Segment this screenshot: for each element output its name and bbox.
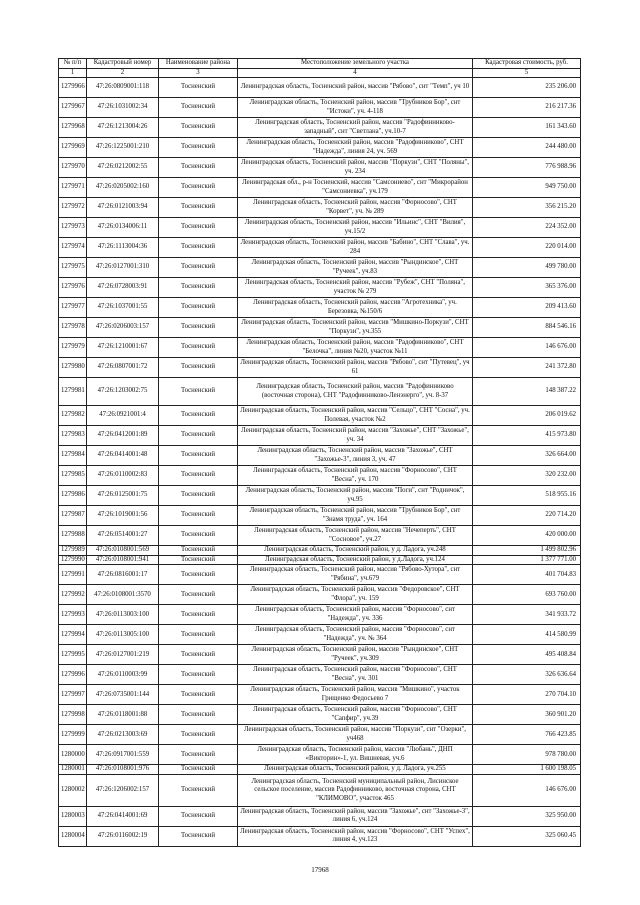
location-cell: Ленинградская область, Тосненский район, массив "Форносово", СНТ "Успех", линия 4, уч.123 <box>238 826 473 846</box>
cadastral-value-cell: 146 676.00 <box>473 338 581 358</box>
cadastral-number-cell: 47:26:0212002:55 <box>87 158 159 178</box>
table-row <box>59 765 581 775</box>
table-row <box>59 725 581 745</box>
district-cell: Тосненский <box>159 826 238 846</box>
table-row <box>59 526 581 546</box>
district-cell: Тосненский <box>159 358 238 378</box>
location-cell: Ленинградская область, Тосненский район, массив "Поркузи", снт "Озерки", уч468 <box>238 725 473 745</box>
row-number-cell: 1280004 <box>59 826 87 846</box>
location-cell: Ленинградская область, Тосненский район, массив "Рындинское", СНТ "Ручеек", уч.83 <box>238 258 473 278</box>
cadastral-value-cell: 414 580.99 <box>473 625 581 645</box>
location-cell: Ленинградская область, Тосненский район, массив "Радофинниково (восточная сторона), СНТ "Радофинниково-Ленэнерго", уч. 8-37 <box>238 378 473 406</box>
cadastral-value-cell: 518 955.16 <box>473 486 581 506</box>
location-cell: Ленинградская область, Тосненский район, массив "Рубеж", СНТ "Поляна", участок № 279 <box>238 278 473 298</box>
cadastral-value-cell: 341 933.72 <box>473 605 581 625</box>
cadastral-value-cell: 1 377 771.00 <box>473 555 581 565</box>
cadastral-value-cell: 244 480.00 <box>473 138 581 158</box>
location-cell: Ленинградская область, Тосненский район, массив "Рябово-Хутора", снт "Рябина", уч.679 <box>238 565 473 585</box>
location-cell: Ленинградская область, Тосненский район, массив "Радофинниково", СНТ "Белочка", линия №20, участок №11 <box>238 338 473 358</box>
table-row <box>59 565 581 585</box>
row-number-cell: 1279967 <box>59 98 87 118</box>
location-cell: Ленинградская область, Тосненский район, массив "Нечеперть", СНТ "Сосновое", уч.27 <box>238 526 473 546</box>
district-cell: Тосненский <box>159 218 238 238</box>
row-number-cell: 1279981 <box>59 378 87 406</box>
location-cell: Ленинградская область, Тосненский район, массив "Радофинниково-западный", снт "Светлана", уч.10-7 <box>238 118 473 138</box>
cadastral-value-cell: 326 636.64 <box>473 665 581 685</box>
cadastral-number-cell: 47:26:0113005:100 <box>87 625 159 645</box>
cadastral-number-cell: 47:26:0108001:569 <box>87 546 159 556</box>
cadastral-value-cell: 766 423.85 <box>473 725 581 745</box>
location-cell: Ленинградская область, Тосненский район, массив "Форносово", СНТ "Весна", уч. 301 <box>238 665 473 685</box>
location-cell: Ленинградская область, Тосненский район, массив "Форносово", СНТ "Весна", уч. 170 <box>238 466 473 486</box>
location-cell: Ленинградская область, Тосненский район, массив "Ильинс", СНТ "Вилия", уч.15/2 <box>238 218 473 238</box>
table-row <box>59 378 581 406</box>
row-number-cell: 1279984 <box>59 446 87 466</box>
row-number-cell: 1279988 <box>59 526 87 546</box>
table-row <box>59 178 581 198</box>
cadastral-number-cell: 47:26:0213003:69 <box>87 725 159 745</box>
table-body <box>59 78 581 847</box>
cadastral-value-cell: 420 000.00 <box>473 526 581 546</box>
row-number-cell: 1279974 <box>59 238 87 258</box>
location-cell: Ленинградская область, Тосненский муниципальный район, Лисинское сельское поселение, массив Радофинниково, восточная сторона, СНТ "КЛИМОВО", участок 465 <box>238 774 473 806</box>
cadastral-number-cell: 47:26:0807001:72 <box>87 358 159 378</box>
cadastral-number-cell: 47:26:0118001:88 <box>87 705 159 725</box>
cadastral-number-cell: 47:26:0121003:94 <box>87 198 159 218</box>
cadastral-value-cell: 1 600 198.05 <box>473 765 581 775</box>
table-row <box>59 406 581 426</box>
cadastral-number-cell: 47:26:1213004:26 <box>87 118 159 138</box>
cadastral-value-cell: 161 343.60 <box>473 118 581 138</box>
location-cell: Ленинградская обл., р-н Тосненский, массив "Самсониево", снт "Микрорайон "Самсониевка", уч.179 <box>238 178 473 198</box>
location-cell: Ленинградская область, Тосненский район, массив "Форносово", СНТ "Сапфир", уч.39 <box>238 705 473 725</box>
cadastral-value-cell: 884 546.16 <box>473 318 581 338</box>
location-cell: Ленинградская область, Тосненский район, массив "Форносово", снт "Надежда", уч. № 364 <box>238 625 473 645</box>
cadastral-number-cell: 47:26:1203002:75 <box>87 378 159 406</box>
table-row <box>59 665 581 685</box>
location-cell: Ленинградская область, Тосненский район, у д. Ладога, уч.248 <box>238 546 473 556</box>
cadastral-value-table <box>58 58 581 847</box>
district-cell: Тосненский <box>159 466 238 486</box>
page-number: 17968 <box>311 866 329 874</box>
cadastral-number-cell: 47:26:1031002:34 <box>87 98 159 118</box>
cadastral-number-cell: 47:26:0127001:310 <box>87 258 159 278</box>
location-cell: Ленинградская область, Тосненский район, массив "Рындинское", СНТ "Ручеек", уч.309 <box>238 645 473 665</box>
row-number-cell: 1279985 <box>59 466 87 486</box>
header-cadastral-value: Кадастровая стоимость, руб. <box>473 59 581 69</box>
table-row <box>59 685 581 705</box>
row-number-cell: 1279998 <box>59 705 87 725</box>
location-cell: Ленинградская область, Тосненский район, массив "Сельцо", СНТ "Сосна", уч. Полевая, участок №2 <box>238 406 473 426</box>
row-number-cell: 1279980 <box>59 358 87 378</box>
header-location: Местоположение земельного участка <box>238 59 473 69</box>
cadastral-number-cell: 47:26:0125001:75 <box>87 486 159 506</box>
district-cell: Тосненский <box>159 725 238 745</box>
row-number-cell: 1279969 <box>59 138 87 158</box>
district-cell: Тосненский <box>159 118 238 138</box>
row-number-cell: 1280001 <box>59 765 87 775</box>
header-row <box>59 59 581 69</box>
table-row <box>59 585 581 605</box>
cadastral-number-cell: 47:26:0205002:160 <box>87 178 159 198</box>
district-cell: Тосненский <box>159 605 238 625</box>
cadastral-value-cell: 360 901.20 <box>473 705 581 725</box>
row-number-cell: 1279971 <box>59 178 87 198</box>
location-cell: Ленинградская область, Тосненский район, массив "Рябово", снт "Темп", уч 10 <box>238 78 473 98</box>
cadastral-number-cell: 47:26:0108001:976 <box>87 765 159 775</box>
district-cell: Тосненский <box>159 685 238 705</box>
row-number-cell: 1279994 <box>59 625 87 645</box>
row-number-cell: 1279976 <box>59 278 87 298</box>
cadastral-number-cell: 47:26:0921001:4 <box>87 406 159 426</box>
location-cell: Ленинградская область, Тосненский район, массив "Трубников Бор", снт "Знамя труда", уч. 164 <box>238 506 473 526</box>
cadastral-number-cell: 47:26:0134006:11 <box>87 218 159 238</box>
cadastral-value-cell: 415 973.80 <box>473 426 581 446</box>
table-row <box>59 198 581 218</box>
table-row <box>59 78 581 98</box>
cadastral-number-cell: 47:26:1037001:55 <box>87 298 159 318</box>
row-number-cell: 1280002 <box>59 774 87 806</box>
cadastral-number-cell: 47:26:0735001:144 <box>87 685 159 705</box>
table-row <box>59 158 581 178</box>
table-row <box>59 358 581 378</box>
cadastral-value-cell: 978 780.00 <box>473 745 581 765</box>
table-row <box>59 774 581 806</box>
cadastral-value-cell: 320 232.00 <box>473 466 581 486</box>
column-number: 5 <box>473 68 581 78</box>
table-row <box>59 486 581 506</box>
row-number-cell: 1279983 <box>59 426 87 446</box>
cadastral-number-cell: 47:26:0917001:559 <box>87 745 159 765</box>
location-cell: Ленинградская область, Тосненский район, массив "Поги", снт "Родничок", уч.95 <box>238 486 473 506</box>
cadastral-number-cell: 47:26:0728003:91 <box>87 278 159 298</box>
cadastral-value-cell: 220 014.00 <box>473 238 581 258</box>
cadastral-number-cell: 47:26:1225001:210 <box>87 138 159 158</box>
header-row-number: № п/п <box>59 59 87 69</box>
cadastral-value-cell: 206 019.62 <box>473 406 581 426</box>
location-cell: Ленинградская область, Тосненский район, массив "Форносово", снт "Надежда", уч. 336 <box>238 605 473 625</box>
header-cadastral-number: Кадастровый номер <box>87 59 159 69</box>
cadastral-value-cell: 356 215.20 <box>473 198 581 218</box>
row-number-cell: 1279987 <box>59 506 87 526</box>
row-number-cell: 1279997 <box>59 685 87 705</box>
district-cell: Тосненский <box>159 665 238 685</box>
cadastral-number-cell: 47:26:0206003:157 <box>87 318 159 338</box>
row-number-cell: 1279995 <box>59 645 87 665</box>
district-cell: Тосненский <box>159 406 238 426</box>
cadastral-value-cell: 241 372.80 <box>473 358 581 378</box>
district-cell: Тосненский <box>159 426 238 446</box>
cadastral-number-cell: 47:26:0816001:17 <box>87 565 159 585</box>
district-cell: Тосненский <box>159 78 238 98</box>
table-row <box>59 238 581 258</box>
row-number-cell: 1279977 <box>59 298 87 318</box>
column-number: 4 <box>238 68 473 78</box>
table-row <box>59 258 581 278</box>
column-number-row <box>59 68 581 78</box>
row-number-cell: 1279978 <box>59 318 87 338</box>
cadastral-value-cell: 325 060.45 <box>473 826 581 846</box>
location-cell: Ленинградская область, Тосненский район, массив "Радофинниково", СНТ "Надежда", линия 24, уч. 569 <box>238 138 473 158</box>
row-number-cell: 1279979 <box>59 338 87 358</box>
district-cell: Тосненский <box>159 555 238 565</box>
location-cell: Ленинградская область, Тосненский район, массив "Рябово", снт "Путевец", уч 61 <box>238 358 473 378</box>
district-cell: Тосненский <box>159 506 238 526</box>
location-cell: Ленинградская область, Тосненский район, массив "Бабино", СНТ "Слава", уч. 284 <box>238 238 473 258</box>
table-row <box>59 605 581 625</box>
district-cell: Тосненский <box>159 446 238 466</box>
cadastral-value-cell: 235 206.00 <box>473 78 581 98</box>
table-row <box>59 426 581 446</box>
header-district: Наименование района <box>159 59 238 69</box>
table-row <box>59 278 581 298</box>
table-row <box>59 218 581 238</box>
district-cell: Тосненский <box>159 238 238 258</box>
district-cell: Тосненский <box>159 765 238 775</box>
cadastral-number-cell: 47:26:0108001:3570 <box>87 585 159 605</box>
cadastral-value-cell: 499 780.00 <box>473 258 581 278</box>
row-number-cell: 1279989 <box>59 546 87 556</box>
district-cell: Тосненский <box>159 158 238 178</box>
district-cell: Тосненский <box>159 486 238 506</box>
row-number-cell: 1279982 <box>59 406 87 426</box>
table-row <box>59 338 581 358</box>
cadastral-value-cell: 270 704.10 <box>473 685 581 705</box>
cadastral-value-cell: 146 676.00 <box>473 774 581 806</box>
cadastral-value-cell: 1 499 802.96 <box>473 546 581 556</box>
location-cell: Ленинградская область, Тосненский район, массив "Форносово", СНТ "Корвет", уч. № 289 <box>238 198 473 218</box>
row-number-cell: 1279999 <box>59 725 87 745</box>
district-cell: Тосненский <box>159 526 238 546</box>
column-number: 3 <box>159 68 238 78</box>
cadastral-number-cell: 47:26:0110003:99 <box>87 665 159 685</box>
cadastral-number-cell: 47:26:0414001:48 <box>87 446 159 466</box>
location-cell: Ленинградская область, Тосненский район, массив "Захожье", СНТ "Захожье-3", линия 3, уч. 47 <box>238 446 473 466</box>
district-cell: Тосненский <box>159 565 238 585</box>
cadastral-value-cell: 224 352.00 <box>473 218 581 238</box>
row-number-cell: 1279993 <box>59 605 87 625</box>
district-cell: Тосненский <box>159 138 238 158</box>
cadastral-number-cell: 47:26:1210001:67 <box>87 338 159 358</box>
district-cell: Тосненский <box>159 774 238 806</box>
location-cell: Ленинградская область, Тосненский район, массив "Агротехника", уч. Березовка, №150/6 <box>238 298 473 318</box>
location-cell: Ленинградская область, Тосненский район, массив "Захожье", снт "Захожье-3", линия 6, уч.124 <box>238 806 473 826</box>
district-cell: Тосненский <box>159 745 238 765</box>
district-cell: Тосненский <box>159 585 238 605</box>
row-number-cell: 1279990 <box>59 555 87 565</box>
district-cell: Тосненский <box>159 705 238 725</box>
location-cell: Ленинградская область, Тосненский район, массив "Федоровское", СНТ "Флора", уч. 159 <box>238 585 473 605</box>
table-row <box>59 506 581 526</box>
cadastral-value-cell: 776 988.96 <box>473 158 581 178</box>
table-row <box>59 446 581 466</box>
location-cell: Ленинградская область, Тосненский район, массив "Захожье", СНТ "Захожье", уч. 34 <box>238 426 473 446</box>
cadastral-value-cell: 325 950.00 <box>473 806 581 826</box>
row-number-cell: 1279973 <box>59 218 87 238</box>
row-number-cell: 1279968 <box>59 118 87 138</box>
cadastral-number-cell: 47:26:0116002:19 <box>87 826 159 846</box>
district-cell: Тосненский <box>159 298 238 318</box>
location-cell: Ленинградская область, Тосненский район, массив "Любань", ДНП «Викторин»-1, ул. Вишневая, уч.6 <box>238 745 473 765</box>
district-cell: Тосненский <box>159 258 238 278</box>
district-cell: Тосненский <box>159 625 238 645</box>
cadastral-number-cell: 47:26:0412001:89 <box>87 426 159 446</box>
cadastral-number-cell: 47:26:0514001:27 <box>87 526 159 546</box>
row-number-cell: 1279991 <box>59 565 87 585</box>
table-header <box>59 59 581 78</box>
cadastral-value-cell: 495 408.84 <box>473 645 581 665</box>
cadastral-value-cell: 148 387.22 <box>473 378 581 406</box>
row-number-cell: 1280003 <box>59 806 87 826</box>
row-number-cell: 1280000 <box>59 745 87 765</box>
cadastral-value-cell: 326 664.00 <box>473 446 581 466</box>
cadastral-value-cell: 220 714.20 <box>473 506 581 526</box>
cadastral-number-cell: 47:26:0113003:100 <box>87 605 159 625</box>
table-row <box>59 555 581 565</box>
cadastral-number-cell: 47:26:1019001:56 <box>87 506 159 526</box>
cadastral-value-cell: 693 760.00 <box>473 585 581 605</box>
district-cell: Тосненский <box>159 98 238 118</box>
table-row <box>59 138 581 158</box>
location-cell: Ленинградская область, Тосненский район, массив "Мишкино", участок Грищенко Федосьево 7 <box>238 685 473 705</box>
cadastral-value-cell: 949 750.00 <box>473 178 581 198</box>
district-cell: Тосненский <box>159 178 238 198</box>
table-row <box>59 298 581 318</box>
row-number-cell: 1279992 <box>59 585 87 605</box>
cadastral-number-cell: 47:26:0108001:941 <box>87 555 159 565</box>
table-row <box>59 318 581 338</box>
table-row <box>59 806 581 826</box>
row-number-cell: 1279996 <box>59 665 87 685</box>
table-row <box>59 625 581 645</box>
column-number: 1 <box>59 68 87 78</box>
district-cell: Тосненский <box>159 198 238 218</box>
table-row <box>59 466 581 486</box>
location-cell: Ленинградская область, Тосненский район, массив "Трубников Бор", снт "Истоки", уч. 4-118 <box>238 98 473 118</box>
table-row <box>59 826 581 846</box>
cadastral-number-cell: 47:26:1206002:157 <box>87 774 159 806</box>
district-cell: Тосненский <box>159 338 238 358</box>
table-row <box>59 546 581 556</box>
row-number-cell: 1279986 <box>59 486 87 506</box>
table-row <box>59 745 581 765</box>
cadastral-value-cell: 209 413.60 <box>473 298 581 318</box>
district-cell: Тосненский <box>159 645 238 665</box>
table-row <box>59 98 581 118</box>
row-number-cell: 1279970 <box>59 158 87 178</box>
cadastral-number-cell: 47:26:1113004:36 <box>87 238 159 258</box>
location-cell: Ленинградская область, Тосненский район, у д. Ладога, уч.255 <box>238 765 473 775</box>
cadastral-value-cell: 401 704.83 <box>473 565 581 585</box>
location-cell: Ленинградская область, Тосненский район, массив "Мишкино-Поркузи", СНТ "Поркузи", уч.355 <box>238 318 473 338</box>
row-number-cell: 1279975 <box>59 258 87 278</box>
cadastral-number-cell: 47:26:0127001:219 <box>87 645 159 665</box>
location-cell: Ленинградская область, Тосненский район, у д.Ладога, уч.124 <box>238 555 473 565</box>
cadastral-number-cell: 47:26:0809001:118 <box>87 78 159 98</box>
district-cell: Тосненский <box>159 806 238 826</box>
district-cell: Тосненский <box>159 546 238 556</box>
table-row <box>59 645 581 665</box>
location-cell: Ленинградская область, Тосненский район, массив "Поркузи", СНТ "Поляны", уч. 234 <box>238 158 473 178</box>
row-number-cell: 1279966 <box>59 78 87 98</box>
district-cell: Тосненский <box>159 318 238 338</box>
column-number: 2 <box>87 68 159 78</box>
table-row <box>59 118 581 138</box>
table-row <box>59 705 581 725</box>
district-cell: Тосненский <box>159 378 238 406</box>
cadastral-number-cell: 47:26:0414001:69 <box>87 806 159 826</box>
cadastral-value-cell: 216 217.36 <box>473 98 581 118</box>
cadastral-value-cell: 365 376.00 <box>473 278 581 298</box>
row-number-cell: 1279972 <box>59 198 87 218</box>
cadastral-number-cell: 47:26:0110002:83 <box>87 466 159 486</box>
district-cell: Тосненский <box>159 278 238 298</box>
